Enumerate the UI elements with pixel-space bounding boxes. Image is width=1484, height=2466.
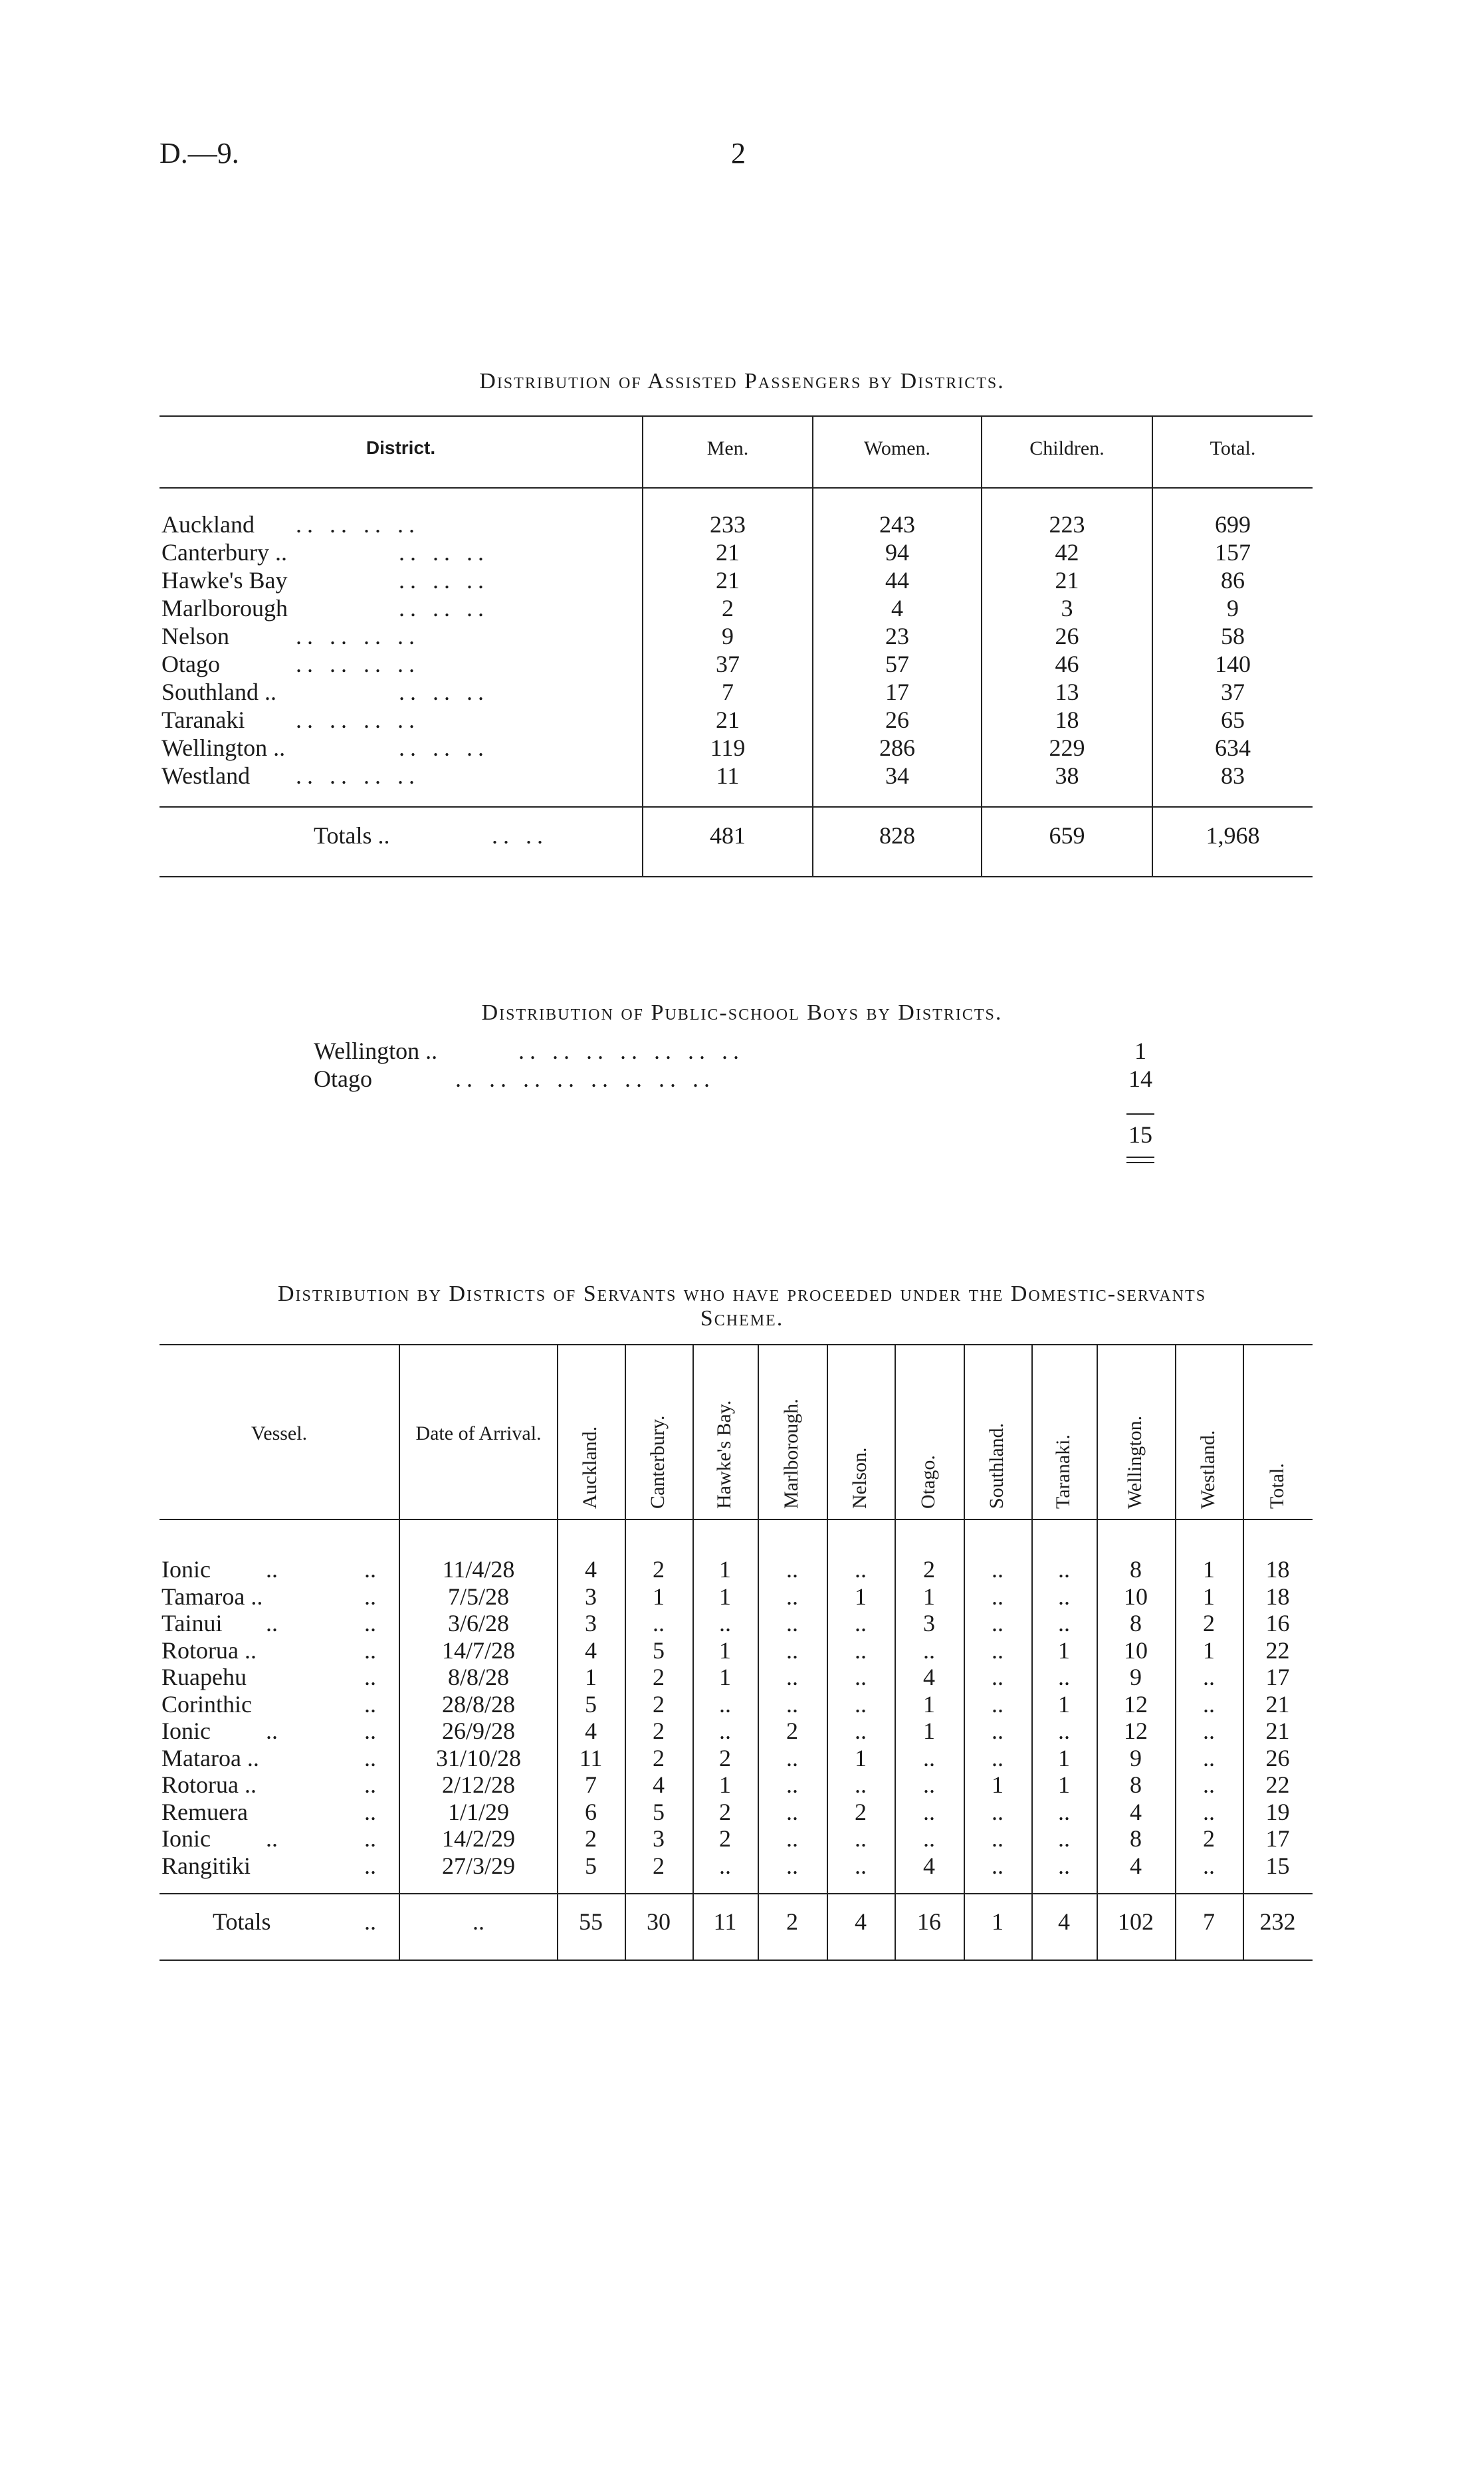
table3-cell: .. (855, 1556, 867, 1583)
table3-leader-dots: .. (364, 1610, 376, 1636)
table1-header-total: Total. (1210, 437, 1256, 459)
table3-date: 31/10/28 (435, 1744, 521, 1771)
table3-vessel: Corinthic (161, 1690, 252, 1718)
table3-cell: .. (992, 1583, 1004, 1610)
table3-header-district: Marlborough. (780, 1399, 802, 1509)
table3-cell: 2 (786, 1718, 798, 1744)
table3-date: 7/5/28 (447, 1583, 509, 1610)
table3-cell: 2 (653, 1744, 665, 1771)
page-reference: D.—9. (159, 137, 239, 169)
table3-cell: .. (1058, 1583, 1070, 1610)
table1-totals-men: 481 (710, 822, 746, 849)
table3-cell: .. (719, 1852, 731, 1879)
table1-title: Distribution of Assisted Passengers by Districts. (479, 369, 1005, 393)
table1-leader-dots: .. .. .. (399, 679, 489, 705)
table1-leader-dots: .. .. .. .. (296, 623, 420, 649)
table1-cell-total: 58 (1221, 623, 1245, 649)
table3-leader-dots: .. (364, 1744, 376, 1771)
table1-district: Wellington .. (161, 734, 286, 761)
table3-cell: .. (1058, 1610, 1070, 1636)
table3-cell: .. (719, 1718, 731, 1744)
table3-cell: .. (786, 1744, 798, 1771)
table3-cell: .. (719, 1690, 731, 1718)
table1-cell-men: 11 (716, 762, 740, 789)
table3-cell: 15 (1265, 1852, 1290, 1879)
table3-leader-dots: .. (364, 1664, 376, 1690)
table3-cell: .. (1203, 1852, 1215, 1879)
table3-leader-dots: .. (364, 1771, 376, 1798)
table2-value: 14 (1128, 1065, 1152, 1092)
table1-cell-men: 233 (710, 511, 746, 538)
table3-vessel: Rotorua .. (161, 1771, 257, 1798)
table1-district: Taranaki (161, 707, 245, 733)
table1-cell-men: 21 (716, 539, 740, 566)
table3-vessel: Mataroa .. (161, 1744, 259, 1771)
table3-cell: .. (855, 1664, 867, 1690)
table3-cell: 4 (585, 1556, 597, 1583)
table3-vessel: Tamaroa .. (161, 1583, 263, 1610)
table3-cell: 4 (923, 1664, 935, 1690)
table3-cell: 2 (653, 1718, 665, 1744)
table1-cell-children: 21 (1055, 567, 1079, 594)
table3-header-district: Wellington. (1124, 1415, 1146, 1509)
table3-date: 14/2/29 (441, 1825, 515, 1852)
table1-totals-children: 659 (1049, 822, 1085, 849)
table2-total: 15 (1128, 1121, 1152, 1148)
table3-vessel: Rotorua .. (161, 1636, 257, 1664)
table3-totals-cell: 11 (713, 1908, 737, 1935)
table3-date: 26/9/28 (441, 1718, 515, 1744)
table3-cell: .. (1058, 1852, 1070, 1879)
table1-cell-children: 42 (1055, 539, 1079, 566)
table3-cell: .. (1058, 1825, 1070, 1852)
table3-cell: 1 (855, 1744, 867, 1771)
table3-cell: .. (992, 1610, 1004, 1636)
table1-cell-women: 34 (885, 762, 909, 789)
table1-district: Otago (161, 651, 220, 677)
table1-cell-women: 26 (885, 707, 909, 733)
table1-cell-men: 37 (716, 651, 740, 677)
table3-cell: 2 (653, 1690, 665, 1718)
table3-cell: 1 (1203, 1636, 1215, 1664)
table1-cell-women: 17 (885, 679, 909, 705)
table3-vessel: Ionic (161, 1556, 211, 1583)
table1-cell-children: 3 (1061, 595, 1073, 621)
table1-cell-women: 94 (885, 539, 909, 566)
table3-cell: .. (855, 1690, 867, 1718)
table1-district: Canterbury .. (161, 539, 287, 566)
table3-cell: 8 (1130, 1825, 1142, 1852)
table1-header-men: Men. (706, 437, 749, 459)
table3-cell: .. (1203, 1690, 1215, 1718)
table3-cell: 2 (585, 1825, 597, 1852)
table3-cell: 5 (585, 1690, 597, 1718)
table3-header-district: Canterbury. (647, 1415, 669, 1509)
table3-leader-dots: .. (364, 1718, 376, 1744)
table3-cell: .. (923, 1771, 935, 1798)
table3-leader-dots: .. (364, 1583, 376, 1610)
table3-cell: 1 (923, 1690, 935, 1718)
table3-totals-cell: 1 (992, 1908, 1004, 1935)
table1-cell-total: 37 (1221, 679, 1245, 705)
table3-cell: 1 (1058, 1636, 1070, 1664)
table1-district: Nelson (161, 623, 229, 649)
table3-vessel: Ionic (161, 1718, 211, 1744)
table3-cell: .. (786, 1556, 798, 1583)
table3-leader-dots: .. (364, 1852, 376, 1879)
table3-cell: 1 (1203, 1583, 1215, 1610)
table1-cell-women: 243 (879, 511, 915, 538)
table3-cell: 3 (585, 1583, 597, 1610)
table3-header-district: Auckland. (579, 1426, 601, 1509)
table1-cell-children: 223 (1049, 511, 1085, 538)
table1-cell-children: 26 (1055, 623, 1079, 649)
table3-header-district: Otago. (917, 1455, 939, 1509)
table1-leader-dots: .. .. .. .. (296, 511, 420, 538)
table3-cell: 1 (719, 1583, 731, 1610)
table3-cell: .. (855, 1718, 867, 1744)
table3-cell: .. (992, 1636, 1004, 1664)
table3-cell: 2 (923, 1556, 935, 1583)
table3-cell: .. (992, 1825, 1004, 1852)
table3-cell: 4 (1130, 1852, 1142, 1879)
table3-totals-date: .. (473, 1908, 484, 1935)
table3-cell: 3 (923, 1610, 935, 1636)
table1-cell-total: 157 (1215, 539, 1251, 566)
table3-cell: .. (992, 1556, 1004, 1583)
table3-cell: .. (786, 1583, 798, 1610)
table3-leader-dots: .. (266, 1610, 278, 1636)
table3-cell: .. (923, 1636, 935, 1664)
table3-vessel: Ionic (161, 1825, 211, 1852)
table3-cell: 1 (719, 1556, 731, 1583)
table1-cell-children: 46 (1055, 651, 1079, 677)
table3-cell: 21 (1265, 1690, 1290, 1718)
table1-leader-dots: .. .. .. (399, 595, 489, 621)
table3-leader-dots: .. (364, 1798, 376, 1825)
table3-cell: 2 (855, 1798, 867, 1825)
table1-totals-label: Totals .. (314, 822, 390, 849)
table1-header-children: Children. (1029, 437, 1105, 459)
table3-leader-dots: .. (364, 1556, 376, 1583)
table1-cell-total: 634 (1215, 734, 1251, 761)
table3-cell: 5 (653, 1798, 665, 1825)
table1-district: Southland .. (161, 679, 277, 705)
table3-header-district: Westland. (1197, 1430, 1219, 1509)
table3-cell: 4 (653, 1771, 665, 1798)
table3-cell: 11 (579, 1744, 603, 1771)
table3-cell: 17 (1265, 1825, 1290, 1852)
table3-vessel: Rangitiki (161, 1852, 251, 1879)
table3-totals-cell: 4 (1058, 1908, 1070, 1935)
table3-cell: 4 (585, 1718, 597, 1744)
table3-cell: 18 (1265, 1556, 1290, 1583)
table3-cell: .. (923, 1825, 935, 1852)
table1-totals-total: 1,968 (1206, 822, 1260, 849)
table3-cell: .. (855, 1771, 867, 1798)
table3-cell: .. (786, 1825, 798, 1852)
table1-cell-children: 38 (1055, 762, 1079, 789)
table3-cell: .. (992, 1664, 1004, 1690)
table3-cell: .. (1203, 1744, 1215, 1771)
table3-header-vessel: Vessel. (251, 1422, 308, 1444)
table3-cell: .. (786, 1610, 798, 1636)
table3-cell: 1 (855, 1583, 867, 1610)
table3-cell: 22 (1265, 1771, 1290, 1798)
page-number: 2 (731, 137, 746, 169)
table3-leader-dots: .. (364, 1908, 376, 1935)
table3-cell: .. (992, 1852, 1004, 1879)
table3-leader-dots: .. (266, 1718, 278, 1744)
table2-leader-dots: .. .. .. .. .. .. .. (518, 1038, 744, 1064)
table1-cell-women: 286 (879, 734, 915, 761)
table3-date: 1/1/29 (447, 1798, 509, 1825)
table3-cell: 2 (653, 1556, 665, 1583)
table3-cell: 18 (1265, 1583, 1290, 1610)
table3-totals-cell: 232 (1259, 1908, 1296, 1935)
table3-totals-cell: 55 (579, 1908, 603, 1935)
table3-cell: .. (855, 1636, 867, 1664)
table3-cell: 1 (585, 1664, 597, 1690)
table3-cell: 1 (992, 1771, 1004, 1798)
table1-cell-total: 65 (1221, 707, 1245, 733)
table3-cell: .. (923, 1798, 935, 1825)
table3-cell: .. (992, 1690, 1004, 1718)
table2-value: 1 (1134, 1038, 1146, 1064)
table3-cell: .. (786, 1690, 798, 1718)
table3-cell: .. (1203, 1771, 1215, 1798)
table1-cell-total: 83 (1221, 762, 1245, 789)
table3-vessel: Remuera (161, 1798, 248, 1825)
table2-district: Wellington .. (314, 1038, 438, 1064)
table3-cell: .. (1058, 1556, 1070, 1583)
table3-date: 27/3/29 (441, 1852, 515, 1879)
table3-leader-dots: .. (266, 1825, 278, 1852)
table3-cell: 26 (1265, 1744, 1290, 1771)
table3-totals-cell: 7 (1203, 1908, 1215, 1935)
table3-totals-cell: 4 (855, 1908, 867, 1935)
table1-totals-dots: .. .. (492, 822, 548, 849)
table3-cell: 22 (1265, 1636, 1290, 1664)
table3-vessel: Tainui (161, 1610, 223, 1636)
table3-totals-cell: 16 (917, 1908, 941, 1935)
table3-cell: 1 (1058, 1771, 1070, 1798)
table3-cell: .. (1203, 1718, 1215, 1744)
table1-cell-men: 2 (722, 595, 734, 621)
table1-district: Auckland (161, 511, 255, 538)
table3-cell: .. (855, 1610, 867, 1636)
table3-cell: .. (786, 1771, 798, 1798)
table3-cell: 4 (923, 1852, 935, 1879)
table3-header-district: Taranaki. (1052, 1434, 1074, 1509)
table3-cell: 3 (653, 1825, 665, 1852)
table3-cell: 5 (653, 1636, 665, 1664)
table3-cell: .. (786, 1852, 798, 1879)
table3-cell: 4 (585, 1636, 597, 1664)
table3-cell: 5 (585, 1852, 597, 1879)
table3-cell: .. (786, 1664, 798, 1690)
table1-leader-dots: .. .. .. (399, 734, 489, 761)
table1-cell-women: 57 (885, 651, 909, 677)
table3-cell: .. (992, 1744, 1004, 1771)
table3-cell: 1 (1058, 1744, 1070, 1771)
table3-cell: .. (1203, 1664, 1215, 1690)
table3-cell: 8 (1130, 1610, 1142, 1636)
table3-cell: 21 (1265, 1718, 1290, 1744)
table3-cell: 8 (1130, 1556, 1142, 1583)
table1-cell-women: 23 (885, 623, 909, 649)
table3-cell: 1 (719, 1771, 731, 1798)
table3-cell: 19 (1265, 1798, 1290, 1825)
table3-cell: 8 (1130, 1771, 1142, 1798)
table3-header-district: Nelson. (849, 1447, 871, 1509)
table1-cell-women: 44 (885, 567, 909, 594)
table3-cell: .. (719, 1610, 731, 1636)
table3-cell: .. (786, 1798, 798, 1825)
table1-cell-women: 4 (891, 595, 903, 621)
table3-cell: .. (855, 1852, 867, 1879)
table3-title-line1: Distribution by Districts of Servants who have proceeded under the Domestic-servants (277, 1282, 1207, 1306)
table1-district: Hawke's Bay (161, 567, 288, 594)
table3-cell: 10 (1124, 1636, 1148, 1664)
table3-cell: .. (1058, 1798, 1070, 1825)
table3-date: 11/4/28 (442, 1556, 515, 1583)
table3-totals-cell: 30 (647, 1908, 671, 1935)
table1-header-women: Women. (863, 437, 931, 459)
table1-leader-dots: .. .. .. .. (296, 707, 420, 733)
table3-cell: 17 (1265, 1664, 1290, 1690)
table1-cell-total: 86 (1221, 567, 1245, 594)
table3-cell: 7 (585, 1771, 597, 1798)
table1-cell-men: 7 (722, 679, 734, 705)
table3-cell: 1 (923, 1583, 935, 1610)
table3-leader-dots: .. (364, 1636, 376, 1664)
table3-cell: 2 (653, 1852, 665, 1879)
table1-cell-children: 13 (1055, 679, 1079, 705)
table1-district: Marlborough (161, 595, 288, 621)
table1-cell-men: 9 (722, 623, 734, 649)
table3-cell: 1 (1203, 1556, 1215, 1583)
table2-district: Otago (314, 1065, 372, 1092)
table3-cell: .. (1203, 1798, 1215, 1825)
table3-cell: 9 (1130, 1744, 1142, 1771)
table3-date: 8/8/28 (447, 1664, 509, 1690)
table3-cell: 2 (1203, 1825, 1215, 1852)
table3-cell: 1 (1058, 1690, 1070, 1718)
table3-title-line2: Scheme. (700, 1306, 784, 1331)
table3-leader-dots: .. (364, 1690, 376, 1718)
table3-cell: .. (992, 1718, 1004, 1744)
table1-totals-women: 828 (879, 822, 915, 849)
table3-cell: 1 (719, 1664, 731, 1690)
table1-leader-dots: .. .. .. (399, 539, 489, 566)
table2-leader-dots: .. .. .. .. .. .. .. .. (455, 1065, 715, 1092)
table3-cell: .. (992, 1798, 1004, 1825)
table3-cell: 2 (719, 1744, 731, 1771)
table3-header-date: Date of Arrival. (415, 1422, 542, 1444)
table1-cell-children: 18 (1055, 707, 1079, 733)
table3-date: 28/8/28 (441, 1690, 515, 1718)
table3-cell: 3 (585, 1610, 597, 1636)
table3-cell: .. (923, 1744, 935, 1771)
table1-leader-dots: .. .. .. .. (296, 651, 420, 677)
table3-cell: 1 (923, 1718, 935, 1744)
table3-cell: 2 (1203, 1610, 1215, 1636)
table1-cell-total: 140 (1215, 651, 1251, 677)
table3-cell: 16 (1265, 1610, 1290, 1636)
table3-cell: 2 (719, 1798, 731, 1825)
table3-totals-cell: 102 (1118, 1908, 1154, 1935)
table3-leader-dots: .. (266, 1556, 278, 1583)
table3-cell: 1 (719, 1636, 731, 1664)
table3-cell: 2 (653, 1664, 665, 1690)
table3-cell: 4 (1130, 1798, 1142, 1825)
table3-header-district: Hawke's Bay. (713, 1400, 735, 1509)
table1-district: Westland (161, 762, 251, 789)
table3-header-district: Total. (1265, 1463, 1288, 1509)
table3-cell: 12 (1124, 1690, 1148, 1718)
table3-cell: .. (1058, 1664, 1070, 1690)
table3-header-district: Southland. (986, 1422, 1007, 1509)
table2-title: Distribution of Public-school Boys by Districts. (481, 1000, 1003, 1025)
table1-cell-total: 699 (1215, 511, 1251, 538)
table1-cell-men: 119 (710, 734, 746, 761)
table3-date: 3/6/28 (447, 1610, 509, 1636)
table1-cell-men: 21 (716, 567, 740, 594)
table3-cell: .. (653, 1610, 665, 1636)
table3-cell: 1 (653, 1583, 665, 1610)
table3-cell: 2 (719, 1825, 731, 1852)
table1-leader-dots: .. .. .. (399, 567, 489, 594)
table1-cell-total: 9 (1227, 595, 1239, 621)
table3-cell: .. (855, 1825, 867, 1852)
table3-leader-dots: .. (364, 1825, 376, 1852)
table3-cell: .. (786, 1636, 798, 1664)
table1-cell-men: 21 (716, 707, 740, 733)
table1-header-district: District. (366, 437, 436, 458)
table3-date: 2/12/28 (441, 1771, 515, 1798)
table3-totals-cell: 2 (786, 1908, 798, 1935)
table3-cell: .. (1058, 1718, 1070, 1744)
table3-cell: 9 (1130, 1664, 1142, 1690)
table1-leader-dots: .. .. .. .. (296, 762, 420, 789)
table3-cell: 12 (1124, 1718, 1148, 1744)
table3-vessel: Ruapehu (161, 1664, 247, 1690)
table1-cell-children: 229 (1049, 734, 1085, 761)
table3-date: 14/7/28 (441, 1636, 515, 1664)
table3-cell: 6 (585, 1798, 597, 1825)
table3-totals-label: Totals (213, 1908, 271, 1935)
table3-cell: 10 (1124, 1583, 1148, 1610)
